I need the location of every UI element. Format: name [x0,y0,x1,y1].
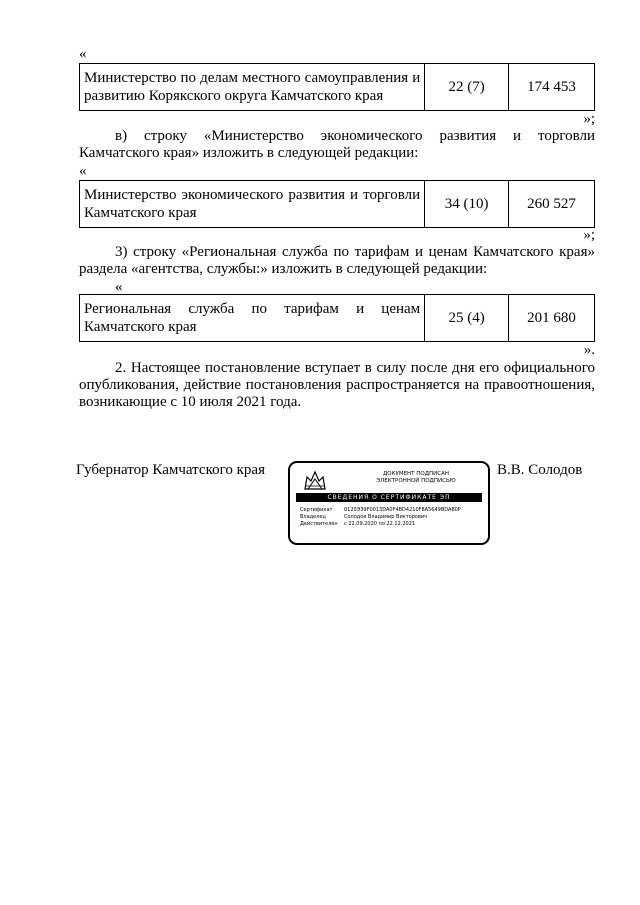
open-quote: « [79,163,87,179]
open-quote: « [79,46,87,62]
table-cell-name: Министерство по делам местного самоуправления и развитию Корякского округа Камчатского края [80,64,425,111]
close-quote: »; [583,111,595,127]
table-tariff-service [79,294,595,342]
stamp-value: 0120ЭЗ9F0013DA0F4BD4210F8A5649BDA80P [344,507,461,513]
table-cell-amount: 201 680 [509,295,595,342]
signatory-position: Губернатор Камчатского края [76,462,265,478]
table-cell-count: 22 (7) [425,64,509,111]
stamp-row-valid [300,521,482,528]
close-quote: ». [583,342,595,358]
table-row [80,64,595,111]
paragraph-3: 3) строку «Региональная служба по тарифам и ценам Камчатского края» раздела «агентства, службы:» изложить в следующей редакции: [79,244,595,277]
crest-icon [303,469,327,491]
table-row [80,295,595,342]
stamp-certificate-bar: СВЕДЕНИЯ О СЕРТИФИКАТЕ ЭП [296,493,482,502]
stamp-row-certificate [300,507,482,514]
table-cell-name: Министерство экономического развития и торговли Камчатского края [80,181,425,228]
stamp-header-line1: ДОКУМЕНТ ПОДПИСАН [382,471,450,477]
signatory-name: В.В. Солодов [497,462,583,478]
electronic-signature-stamp [288,461,490,545]
stamp-details [300,507,482,528]
table-cell-amount: 174 453 [509,64,595,111]
close-quote: »; [583,227,595,243]
open-quote: « [115,279,123,295]
stamp-label: Действителен [300,521,338,527]
table-ministry-koryak [79,63,595,111]
stamp-value: Солодов Владимир Викторович [344,514,428,520]
table-row [80,181,595,228]
stamp-label: Владелец [300,514,326,520]
stamp-header-line2: ЭЛЕКТРОННОЙ ПОДПИСЬЮ [376,478,456,484]
table-cell-amount: 260 527 [509,181,595,228]
table-ministry-economy [79,180,595,228]
stamp-row-owner [300,514,482,521]
stamp-value: с 22.09.2020 по 22.12.2021 [344,521,416,527]
paragraph-v: в) строку «Министерство экономического развития и торговли Камчатского края» изложить в следующей редакции: [79,128,595,161]
table-cell-name: Региональная служба по тарифам и ценам Камчатского края [80,295,425,342]
table-cell-count: 34 (10) [425,181,509,228]
paragraph-2: 2. Настоящее постановление вступает в силу после дня его официального опубликования, действие постановления распространяется на правоотношения, возникающие с 10 июля 2021 года. [79,360,595,410]
stamp-label: Сертификат [300,507,333,513]
table-cell-count: 25 (4) [425,295,509,342]
stamp-header [356,471,476,485]
